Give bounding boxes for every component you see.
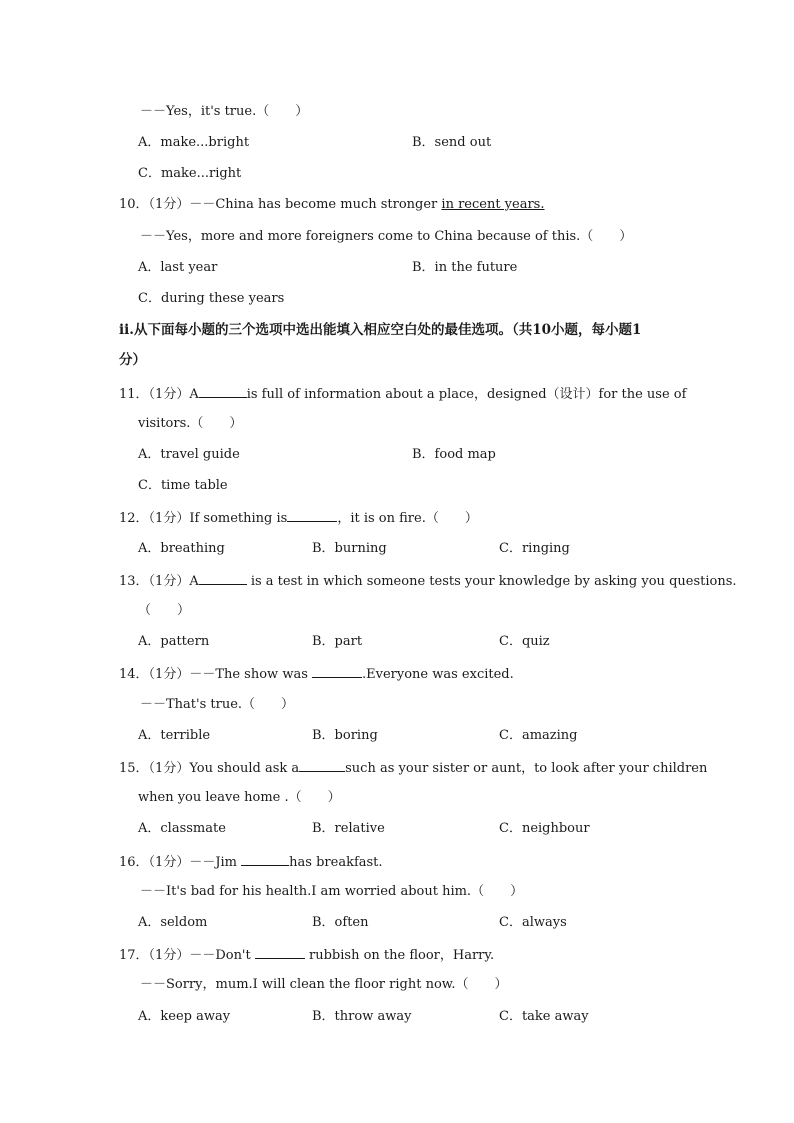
q16-option-c[interactable]: C．always bbox=[499, 915, 567, 930]
q11-blank[interactable] bbox=[199, 384, 247, 398]
q17-option-b[interactable]: B．throw away bbox=[312, 1009, 412, 1024]
q14-prefix: 14．（1分）－－The show was bbox=[119, 667, 312, 682]
q13-option-a[interactable]: A．pattern bbox=[138, 634, 210, 649]
q14-suffix: .Everyone was excited. bbox=[362, 667, 514, 682]
q17-reply: －－Sorry，mum.I will clean the floor right now.（ ） bbox=[140, 977, 508, 992]
q15-option-a[interactable]: A．classmate bbox=[138, 821, 226, 836]
q11-option-c[interactable]: C．time table bbox=[138, 478, 228, 493]
q14-blank[interactable] bbox=[312, 664, 362, 678]
q12-suffix: ，it is on fire.（ ） bbox=[337, 511, 478, 526]
q16-reply: －－It's bad for his health.I am worried about him.（ ） bbox=[140, 884, 524, 899]
q10-reply: －－Yes，more and more foreigners come to China because of this.（ ） bbox=[140, 229, 633, 244]
q10-underlined-phrase: in recent years. bbox=[441, 197, 545, 212]
q13-continuation: （ ） bbox=[138, 603, 191, 618]
q14-reply: －－That's true.（ ） bbox=[140, 697, 295, 712]
q10-option-b[interactable]: B．in the future bbox=[412, 260, 518, 275]
q13-question bbox=[119, 571, 737, 591]
q16-suffix: has breakfast. bbox=[289, 855, 383, 870]
section-heading-line1: ii.从下面每小题的三个选项中选出能填入相应空白处的最佳选项。（共10小题，每小题1 bbox=[119, 322, 642, 338]
q11-option-b[interactable]: B．food map bbox=[412, 447, 496, 462]
q15-blank[interactable] bbox=[299, 758, 345, 772]
q12-blank[interactable] bbox=[287, 508, 337, 522]
q15-option-b[interactable]: B．relative bbox=[312, 821, 385, 836]
q12-option-a[interactable]: A．breathing bbox=[138, 541, 225, 556]
q15-question bbox=[119, 758, 707, 778]
section-heading-line2: 分） bbox=[119, 352, 146, 368]
q10-prefix: 10．（1分）－－China has become much stronger bbox=[119, 197, 442, 212]
q11-option-a[interactable]: A．travel guide bbox=[138, 447, 240, 462]
q14-option-b[interactable]: B．boring bbox=[312, 728, 378, 743]
q16-prefix: 16．（1分）－－Jim bbox=[119, 855, 242, 870]
q11-continuation: visitors.（ ） bbox=[138, 416, 243, 431]
q15-option-c[interactable]: C．neighbour bbox=[499, 821, 590, 836]
q17-option-c[interactable]: C．take away bbox=[499, 1009, 589, 1024]
q15-prefix: 15．（1分）You should ask a bbox=[119, 761, 300, 776]
q13-prefix: 13．（1分）A bbox=[119, 574, 199, 589]
q17-question bbox=[119, 945, 494, 965]
q11-prefix: 11．（1分）A bbox=[119, 387, 199, 402]
q14-question bbox=[119, 664, 514, 684]
q12-option-c[interactable]: C．ringing bbox=[499, 541, 570, 556]
q11-suffix: is full of information about a place，designed（设计）for the use of bbox=[246, 387, 687, 402]
q16-question bbox=[119, 852, 383, 872]
q13-option-b[interactable]: B．part bbox=[312, 634, 363, 649]
q11-question bbox=[119, 384, 686, 404]
q15-suffix: such as your sister or aunt，to look after your children bbox=[345, 761, 708, 776]
q9-reply: －－Yes，it's true.（ ） bbox=[140, 104, 309, 119]
q13-option-c[interactable]: C．quiz bbox=[499, 634, 550, 649]
q14-option-a[interactable]: A．terrible bbox=[138, 728, 211, 743]
q9-option-a[interactable]: A．make...bright bbox=[138, 135, 250, 150]
q10-option-c[interactable]: C．during these years bbox=[138, 291, 285, 306]
q12-prefix: 12．（1分）If something is bbox=[119, 511, 288, 526]
q10-question bbox=[119, 196, 545, 214]
q15-continuation: when you leave home .（ ） bbox=[138, 790, 341, 805]
q16-option-a[interactable]: A．seldom bbox=[138, 915, 208, 930]
q13-suffix: is a test in which someone tests your knowledge by asking you questions. bbox=[246, 574, 737, 589]
q12-option-b[interactable]: B．burning bbox=[312, 541, 387, 556]
q16-blank[interactable] bbox=[241, 852, 289, 866]
q16-option-b[interactable]: B．often bbox=[312, 915, 369, 930]
q17-prefix: 17．（1分）－－Don't bbox=[119, 948, 255, 963]
q17-blank[interactable] bbox=[255, 945, 305, 959]
q9-option-b[interactable]: B．send out bbox=[412, 135, 492, 150]
q9-option-c[interactable]: C．make...right bbox=[138, 166, 242, 181]
q17-option-a[interactable]: A．keep away bbox=[138, 1009, 231, 1024]
q13-blank[interactable] bbox=[199, 571, 247, 585]
q17-suffix: rubbish on the floor，Harry. bbox=[304, 948, 495, 963]
q14-option-c[interactable]: C．amazing bbox=[499, 728, 578, 743]
q10-option-a[interactable]: A．last year bbox=[138, 260, 218, 275]
q12-question bbox=[119, 508, 478, 528]
